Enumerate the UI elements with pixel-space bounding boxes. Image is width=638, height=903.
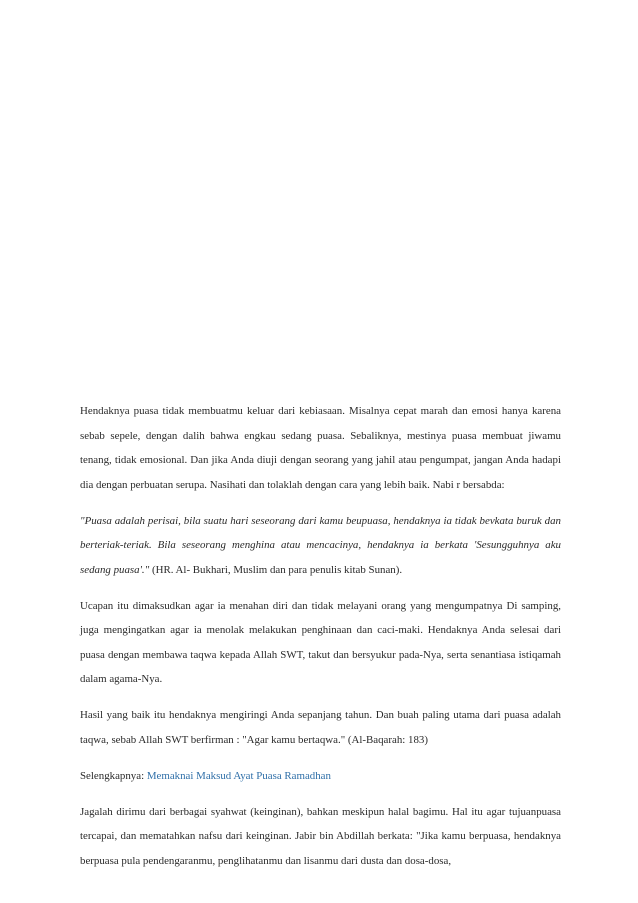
hadith-quote-paragraph [80,509,561,583]
hadith-quote-text: "Puasa adalah perisai, bila suatu hari seseorang dari kamu beupuasa, hendaknya ia tidak bevkata buruk dan berteriak-teriak. Bila seseorang menghina atau mencacinya, hendaknya ia berkata 'Sesungguhnya aku sedang puasa'." [80,514,561,576]
paragraph-explanation: Ucapan itu dimaksudkan agar ia menahan diri dan tidak melayani orang yang mengumpatnya Di samping, juga mengingatkan agar ia menolak melakukan penghinaan dan caci-maki. Hendaknya Anda selesai dari puasa dengan membawa taqwa kepada Allah SWT, takut dan bersyukur pada-Nya, serta senantiasa istiqamah dalam agama-Nya. [80,599,561,685]
read-more-link[interactable]: Memaknai Maksud Ayat Puasa Ramadhan [146,769,331,782]
hadith-source: (HR. Al- Bukhari, Muslim dan para penulis kitab Sunan). [149,563,403,576]
article-body [80,399,561,885]
paragraph-guard-self: Jagalah dirimu dari berbagai syahwat (keinginan), bahkan meskipun halal bagimu. Hal itu agar tujuanpuasa tercapai, dan mematahkan nafsu dari keinginan. Jabir bin Abdillah berkata: "Jika kamu berpuasa, hendaknya berpuasa pula pendengaranmu, penglihatanmu dan lisanmu dari dusta dan dosa-dosa, [80,805,561,867]
paragraph-intro: Hendaknya puasa tidak membuatmu keluar dari kebiasaan. Misalnya cepat marah dan emosi hanya karena sebab sepele, dengan dalih bahwa engkau sedang puasa. Sebaliknya, mestinya puasa membuat jiwamu tenang, tidak emosional. Dan jika Anda diuji dengan seorang yang jahil atau pengumpat, jangan Anda hadapi dia dengan perbuatan serupa. Nasihati dan tolaklah dengan cara yang lebih baik. Nabi r bersabda: [80,405,561,491]
read-more [80,764,561,789]
paragraph-taqwa: Hasil yang baik itu hendaknya mengiringi Anda sepanjang tahun. Dan buah paling utama dari puasa adalah taqwa, sebab Allah SWT berfirman : "Agar kamu bertaqwa." (Al-Baqarah: 183) [80,709,561,746]
read-more-label: Selengkapnya: [80,769,147,782]
